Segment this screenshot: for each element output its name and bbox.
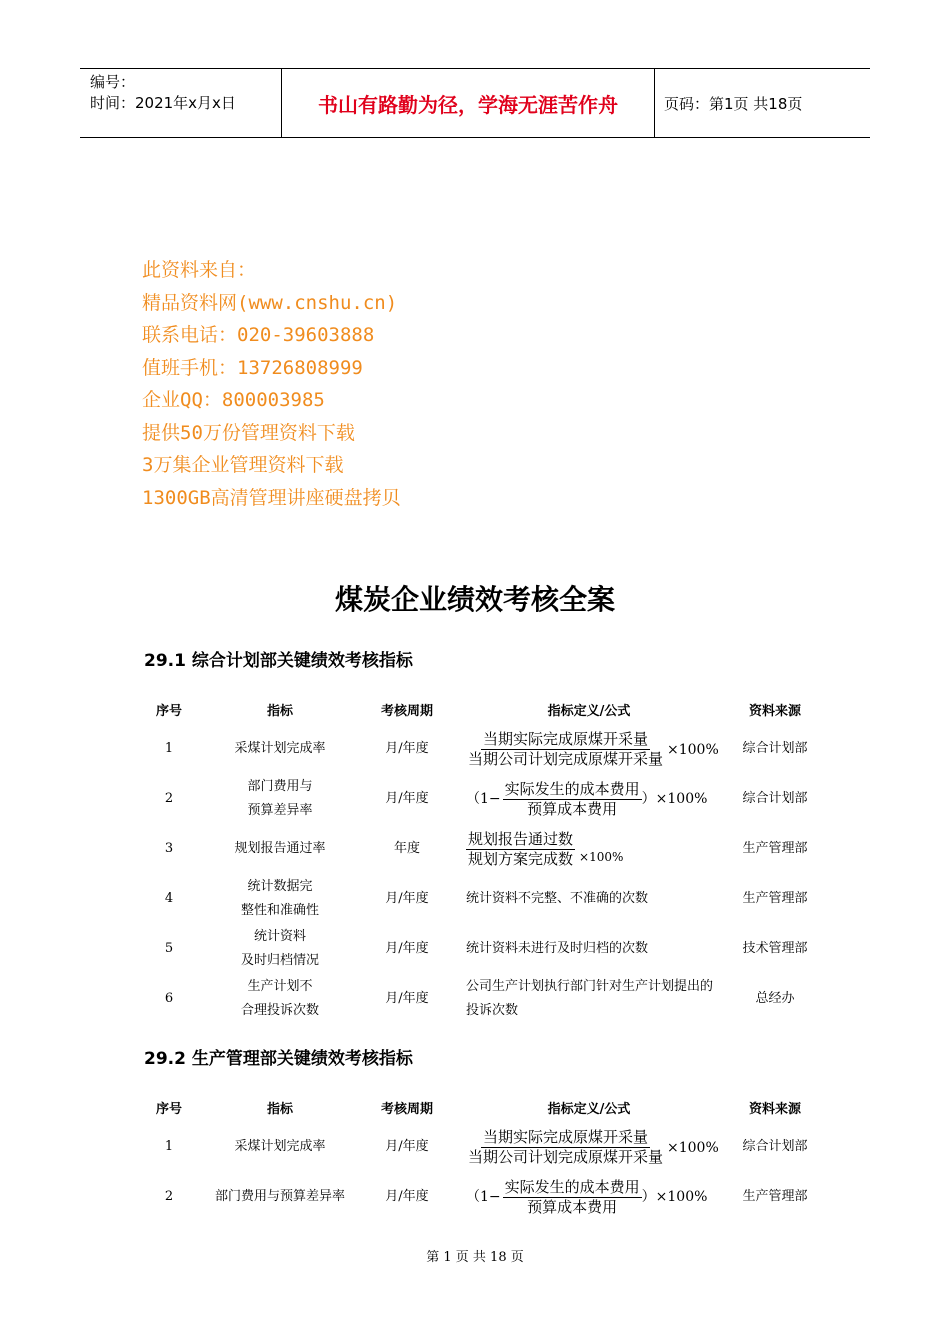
promo-line: 联系电话：020-39603888 bbox=[142, 324, 375, 346]
formula-suffix: ×100% bbox=[667, 741, 719, 758]
numerator: 实际发生的成本费用 bbox=[504, 779, 640, 798]
indicator-name bbox=[206, 774, 354, 824]
indicator-line: 采煤计划完成率 bbox=[234, 741, 326, 756]
fraction bbox=[466, 730, 665, 769]
promo-line: 提供50万份管理资料下载 bbox=[142, 421, 355, 444]
numerator: 当期实际完成原煤开采量 bbox=[483, 1128, 649, 1146]
indicator-line: 及时归档情况 bbox=[240, 953, 319, 968]
row-number: 2 bbox=[164, 791, 174, 806]
page-footer: 第 1 页 共 18 页 bbox=[426, 1250, 524, 1265]
indicator-line: 生产计划不 bbox=[247, 979, 313, 994]
data-source: 生产管理部 bbox=[742, 891, 808, 906]
definition-formula bbox=[460, 1122, 718, 1172]
denominator: 规划方案完成数 bbox=[468, 850, 574, 868]
column-header: 序号 bbox=[155, 703, 182, 719]
indicator-name bbox=[206, 724, 354, 774]
indicator-name bbox=[206, 1172, 354, 1222]
promo-line: 此资料来自： bbox=[142, 259, 257, 281]
definition-text: 统计资料不完整、不准确的次数 bbox=[466, 891, 649, 906]
assessment-cycle: 月/年度 bbox=[385, 1139, 429, 1154]
assessment-cycle: 月/年度 bbox=[385, 791, 429, 806]
indicator-line: 预算差异率 bbox=[247, 803, 313, 818]
table-row bbox=[132, 1172, 832, 1222]
indicator-name bbox=[206, 874, 354, 924]
definition-text: 公司生产计划执行部门针对生产计划提出的投诉次数 bbox=[466, 979, 714, 1018]
formula bbox=[466, 780, 707, 819]
row-number: 3 bbox=[164, 841, 174, 856]
column-header: 指标 bbox=[266, 1101, 293, 1117]
table-header-row bbox=[132, 1092, 832, 1122]
promo-line: 精品资料网(www.cnshu.cn) bbox=[142, 291, 398, 314]
denominator: 当期公司计划完成原煤开采量 bbox=[468, 750, 664, 768]
table-row bbox=[132, 724, 832, 774]
indicator-name bbox=[206, 974, 354, 1024]
formula-suffix: ）×100% bbox=[641, 1189, 708, 1205]
table-row bbox=[132, 874, 832, 924]
indicator-line: 部门费用与 bbox=[247, 779, 313, 794]
table-row bbox=[132, 974, 832, 1024]
row-number: 6 bbox=[164, 991, 174, 1006]
definition-text: 统计资料未进行及时归档的次数 bbox=[466, 941, 649, 956]
table-row bbox=[132, 1122, 832, 1172]
column-header: 考核周期 bbox=[380, 1101, 433, 1117]
data-source: 生产管理部 bbox=[742, 841, 808, 856]
table-header-row bbox=[132, 694, 832, 724]
definition-formula bbox=[460, 874, 718, 924]
numerator: 实际发生的成本费用 bbox=[504, 1177, 640, 1196]
data-source: 生产管理部 bbox=[742, 1189, 808, 1204]
numerator: 当期实际完成原煤开采量 bbox=[483, 730, 649, 748]
denominator: 当期公司计划完成原煤开采量 bbox=[468, 1148, 664, 1166]
fraction bbox=[503, 1178, 642, 1217]
formula-prefix: （1− bbox=[466, 1189, 501, 1205]
fraction bbox=[466, 830, 575, 869]
code-label: 编号： bbox=[90, 73, 136, 91]
numerator: 规划报告通过数 bbox=[468, 830, 574, 848]
denominator: 预算成本费用 bbox=[527, 1197, 618, 1216]
formula-suffix: ×100% bbox=[667, 1139, 719, 1156]
row-number: 1 bbox=[164, 1139, 174, 1154]
promo-line: 3万集企业管理资料下载 bbox=[142, 454, 344, 476]
fraction bbox=[503, 780, 642, 819]
table-row bbox=[132, 824, 832, 874]
data-source: 综合计划部 bbox=[742, 1139, 808, 1154]
promo-block bbox=[142, 254, 401, 514]
kpi-table bbox=[132, 1092, 832, 1222]
promo-line: 值班手机：13726808999 bbox=[142, 356, 363, 379]
formula-suffix: ×100% bbox=[579, 850, 624, 864]
section-heading: 29.2 生产管理部关键绩效考核指标 bbox=[144, 1049, 413, 1069]
indicator-line: 统计数据完 bbox=[247, 879, 313, 894]
definition-formula bbox=[460, 1172, 718, 1222]
column-header: 指标定义/公式 bbox=[547, 1101, 631, 1117]
formula bbox=[466, 1128, 719, 1167]
promo-line: 企业QQ：800003985 bbox=[142, 389, 325, 411]
table-row bbox=[132, 924, 832, 974]
definition-formula bbox=[460, 974, 718, 1024]
indicator-line: 统计资料 bbox=[253, 929, 306, 944]
assessment-cycle: 月/年度 bbox=[385, 941, 429, 956]
indicator-line: 合理投诉次数 bbox=[240, 1003, 319, 1018]
column-header: 指标 bbox=[266, 703, 293, 719]
definition-formula bbox=[460, 724, 718, 774]
assessment-cycle: 年度 bbox=[393, 841, 420, 856]
indicator-line: 部门费用与预算差异率 bbox=[214, 1189, 345, 1204]
formula-prefix: （1− bbox=[466, 791, 501, 807]
indicator-name bbox=[206, 924, 354, 974]
fraction bbox=[466, 1128, 665, 1167]
data-source: 综合计划部 bbox=[742, 741, 808, 756]
column-header: 序号 bbox=[155, 1101, 182, 1117]
definition-formula bbox=[460, 924, 718, 974]
row-number: 2 bbox=[164, 1189, 174, 1204]
indicator-name bbox=[206, 824, 354, 874]
assessment-cycle: 月/年度 bbox=[385, 1189, 429, 1204]
data-source: 技术管理部 bbox=[742, 941, 808, 956]
column-header: 资料来源 bbox=[748, 703, 801, 719]
header-page-info: 页码：第1页 共18页 bbox=[664, 94, 803, 113]
time-label: 时间：2021年x月x日 bbox=[90, 94, 236, 112]
row-number: 5 bbox=[164, 941, 174, 956]
header-motto: 书山有路勤为径，学海无涯苦作舟 bbox=[282, 69, 655, 137]
formula bbox=[466, 830, 623, 869]
indicator-line: 采煤计划完成率 bbox=[234, 1139, 326, 1154]
assessment-cycle: 月/年度 bbox=[385, 991, 429, 1006]
indicator-line: 规划报告通过率 bbox=[234, 841, 326, 856]
row-number: 1 bbox=[164, 741, 174, 756]
definition-formula bbox=[460, 824, 718, 874]
header-meta bbox=[80, 69, 282, 137]
indicator-name bbox=[206, 1122, 354, 1172]
assessment-cycle: 月/年度 bbox=[385, 891, 429, 906]
table-row bbox=[132, 774, 832, 824]
indicator-line: 整性和准确性 bbox=[240, 903, 319, 918]
document-title: 煤炭企业绩效考核全案 bbox=[334, 583, 615, 616]
denominator: 预算成本费用 bbox=[527, 799, 618, 818]
formula-suffix: ）×100% bbox=[641, 791, 708, 807]
data-source: 综合计划部 bbox=[742, 791, 808, 806]
formula bbox=[466, 1178, 707, 1217]
section-heading: 29.1 综合计划部关键绩效考核指标 bbox=[144, 651, 413, 671]
kpi-table bbox=[132, 694, 832, 1024]
promo-line: 1300GB高清管理讲座硬盘拷贝 bbox=[142, 486, 401, 509]
data-source: 总经办 bbox=[755, 991, 795, 1006]
row-number: 4 bbox=[164, 891, 174, 906]
assessment-cycle: 月/年度 bbox=[385, 741, 429, 756]
page-header bbox=[80, 68, 870, 138]
column-header: 考核周期 bbox=[380, 703, 433, 719]
column-header: 资料来源 bbox=[748, 1101, 801, 1117]
formula bbox=[466, 730, 719, 769]
definition-formula bbox=[460, 774, 718, 824]
column-header: 指标定义/公式 bbox=[547, 703, 631, 719]
